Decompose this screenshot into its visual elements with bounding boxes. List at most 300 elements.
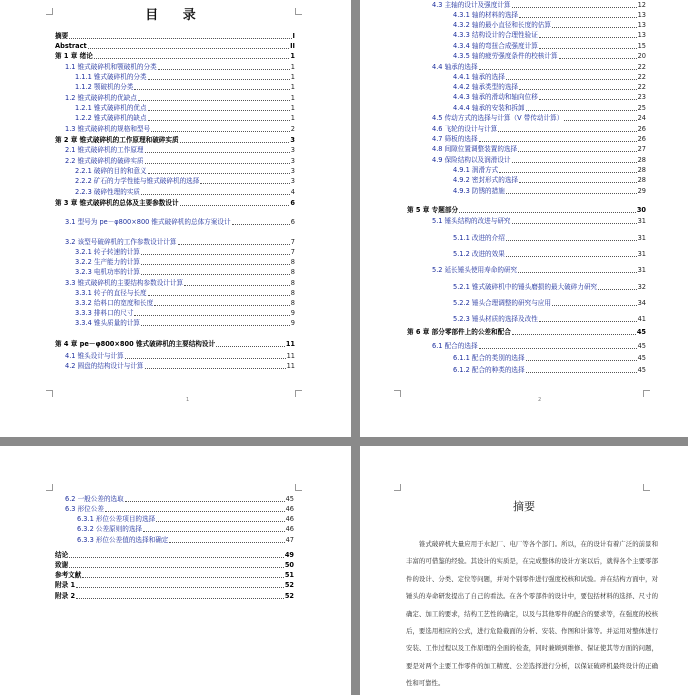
toc-leader-dots <box>148 295 290 296</box>
toc-entry[interactable] <box>65 280 295 287</box>
toc-entry-label: 4.3.1 轴的材料的选择 <box>453 11 519 19</box>
toc-entry-label: 6.3 形位公差 <box>65 505 104 513</box>
toc-entry[interactable] <box>65 64 295 71</box>
toc-entry-label: 2.2.2 矿石的力学性能与锥式破碎机的选择 <box>75 177 200 185</box>
toc-leader-dots <box>598 289 636 290</box>
toc-entry[interactable] <box>77 537 294 544</box>
toc-entry-page: 34 <box>637 299 646 307</box>
toc-entry-label: 附录 2 <box>55 592 76 600</box>
crop-mark <box>46 390 53 397</box>
toc-leader-dots <box>479 69 637 70</box>
toc-entry[interactable] <box>432 126 646 133</box>
toc-entry[interactable] <box>453 300 646 307</box>
toc-leader-dots <box>539 99 637 100</box>
abstract-body: 锥式破碎机大量应用于水泥厂、电厂等各个部门。所以，在的设计有着广泛的前景和丰富的可借鉴的经验。其设计的实质是，在完成整体的设计方案以后，就得各个主要零部件的设计、分类、定位等问题，并对个别零件进行强度校核和试验。并在结构方面中，对锤头的寿命研发提出了自己的看法。在各个零部件的设计中，要包括材料的选择、尺寸的确定、加工的要求，结构工艺性的确定，以及与其他零件的配合的要求等，在强度的校核后，要选用相应的公式，进行危险截面的分析、安装、作图和计算等。并运用对整体进行安装、工作过程以及工作原理的全面的检查，同时兼顾到维修、保证使其等方面的问题，要是对两个主要工作零件的加工精度、公差选择进行分析，以保证破碎机最终设计的正确性和可靠性。 <box>406 540 658 688</box>
toc-entry[interactable] <box>453 355 646 362</box>
toc-leader-dots <box>479 141 637 142</box>
toc-entry-label: 5.2.3 锤头材质的选择及改性 <box>453 315 538 323</box>
toc-leader-dots <box>88 48 289 49</box>
toc-entry[interactable] <box>55 593 294 600</box>
toc-entry-label: 4.9.2 密封形式的选择 <box>453 176 519 184</box>
toc-entry-page: 3 <box>290 136 295 144</box>
toc-entry-page: 45 <box>636 328 646 336</box>
crop-mark <box>394 390 401 397</box>
toc-leader-dots <box>519 89 637 90</box>
toc-entry-page: 11 <box>285 340 295 348</box>
toc-entry-label: 4.4.2 轴承类型的选择 <box>453 83 519 91</box>
toc-leader-dots <box>148 120 290 121</box>
toc-leader-dots <box>180 142 290 143</box>
toc-entry-label: 1.1.1 锥式破碎机的分类 <box>75 73 147 81</box>
toc-leader-dots <box>479 348 637 349</box>
toc-leader-dots <box>232 224 290 225</box>
toc-entry[interactable] <box>55 552 294 559</box>
toc-entry-page: 22 <box>637 83 646 91</box>
toc-entry-page: 11 <box>286 352 295 360</box>
toc-entry[interactable] <box>65 496 294 503</box>
toc-leader-dots <box>138 100 290 101</box>
toc-entry-page: 45 <box>637 366 646 374</box>
toc-entry[interactable] <box>55 43 295 50</box>
toc-entry[interactable] <box>75 115 295 122</box>
crop-mark <box>295 8 302 15</box>
toc-leader-dots <box>154 305 290 306</box>
toc-leader-dots <box>512 223 637 224</box>
toc-entry-label: 6.1.1 配合的类别的选择 <box>453 354 525 362</box>
toc-entry-label: 2.1 锥式破碎机的工作原理 <box>65 146 144 154</box>
toc-entry[interactable] <box>453 235 646 242</box>
toc-entry-page: 26 <box>637 135 646 143</box>
toc-leader-dots <box>169 542 284 543</box>
toc-entry-page: 12 <box>637 1 646 9</box>
toc-entry-page: 51 <box>284 571 294 579</box>
toc-entry-page: 46 <box>285 525 294 533</box>
toc-entry-label: Abstract <box>55 42 87 50</box>
toc-entry-label: 参考文献 <box>55 571 82 579</box>
toc-entry[interactable] <box>77 526 294 533</box>
toc-entry-label: 4.9.1 润滑方式 <box>453 166 499 174</box>
crop-mark <box>643 484 650 491</box>
toc-entry[interactable] <box>75 105 295 112</box>
toc-entry[interactable] <box>55 582 294 589</box>
toc-entry-label: 3.1 型号为 pe－φ800×800 锥式破碎机的总体方案设计 <box>65 218 231 226</box>
toc-entry[interactable] <box>77 516 294 523</box>
toc-entry-page: 46 <box>285 505 294 513</box>
toc-entry-label: 2.2 锥式破碎机的破碎实质 <box>65 157 144 165</box>
toc-leader-dots <box>526 110 637 111</box>
toc-leader-dots <box>156 521 284 522</box>
toc-leader-dots <box>216 346 285 347</box>
toc-entry-label: 摘要 <box>55 32 69 40</box>
toc-entry[interactable] <box>65 239 295 246</box>
toc-entry[interactable] <box>432 218 646 225</box>
toc-entry[interactable] <box>432 146 646 153</box>
toc-entry[interactable] <box>453 22 646 29</box>
toc-leader-dots <box>69 557 284 558</box>
toc-entry-page: 1 <box>290 52 295 60</box>
toc-entry-page: 41 <box>637 315 646 323</box>
toc-entry[interactable] <box>75 189 295 196</box>
toc-entry-label: 4.4.4 轴承的安装和拆卸 <box>453 104 525 112</box>
toc-entry-page: 13 <box>637 31 646 39</box>
toc-entry[interactable] <box>453 177 646 184</box>
toc-entry-label: 致谢 <box>55 561 69 569</box>
toc-entry[interactable] <box>65 126 295 133</box>
toc-entry[interactable] <box>432 115 646 122</box>
toc-entry-label: 4.7 筛板的选择 <box>432 135 478 143</box>
toc-entry-page: 4 <box>290 188 295 196</box>
toc-entry[interactable] <box>55 137 295 144</box>
toc-entry-page: 30 <box>636 206 646 214</box>
toc-entry-page: 45 <box>637 354 646 362</box>
toc-leader-dots <box>76 598 284 599</box>
crop-mark <box>643 390 650 397</box>
toc-entry-label: 4.6 飞轮的设计与计算 <box>432 125 498 133</box>
toc-entry[interactable] <box>75 168 295 175</box>
toc-entry-label: 3.2.1 转子转速的计算 <box>75 248 141 256</box>
toc-entry-page: 45 <box>285 495 294 503</box>
toc-entry-label: 4.4 轴承的选择 <box>432 63 478 71</box>
toc-entry[interactable] <box>432 64 646 71</box>
toc-leader-dots <box>125 501 285 502</box>
toc-entry-label: 3.2.3 电机功率的计算 <box>75 268 141 276</box>
toc-entry-page: 3 <box>290 177 295 185</box>
toc-entry-page: 6 <box>290 218 295 226</box>
toc-entry-page: 31 <box>637 217 646 225</box>
toc-entry[interactable] <box>75 300 295 307</box>
toc-entry-label: 4.3.4 轴的弯扭合成强度计算 <box>453 42 538 50</box>
toc-leader-dots <box>506 193 637 194</box>
toc-entry-label: 第 4 章 pe－φ800×800 锥式破碎机的主要结构设计 <box>55 340 216 348</box>
toc-leader-dots <box>506 256 637 257</box>
toc-entry-label: 3.3 锥式破碎机的主要结构参数设计计算 <box>65 279 184 287</box>
toc-entry[interactable] <box>65 219 295 226</box>
toc-leader-dots <box>148 79 290 80</box>
toc-entry-label: 6.3.3 形位公差值的选择和确定 <box>77 536 169 544</box>
toc-entry-label: 5.1.1 改进的介绍 <box>453 234 505 242</box>
toc-entry[interactable] <box>75 310 295 317</box>
toc-leader-dots <box>145 163 290 164</box>
toc-leader-dots <box>94 58 290 59</box>
toc-entry-label: 1.1 锥式破碎机和颚破机的分类 <box>65 63 157 71</box>
toc-leader-dots <box>141 194 290 195</box>
crop-mark <box>46 8 53 15</box>
toc-entry-label: 5.1 锤头结构的改进与研究 <box>432 217 511 225</box>
crop-mark <box>394 484 401 491</box>
toc-entry-page: 22 <box>637 63 646 71</box>
toc-entry-page: 45 <box>637 342 646 350</box>
toc-entry-page: 8 <box>290 289 295 297</box>
toc-entry-page: 2 <box>290 125 295 133</box>
toc-entry-page: 52 <box>284 581 294 589</box>
toc-entry[interactable] <box>55 53 295 60</box>
toc-entry-label: 4.8 间隙位置调整装置的选择 <box>432 145 518 153</box>
toc-entry-label: 附录 1 <box>55 581 76 589</box>
toc-entry-label: 3.3.4 锥头质量的计算 <box>75 319 141 327</box>
toc-entry-page: 20 <box>637 52 646 60</box>
toc-leader-dots <box>200 183 289 184</box>
toc-entry[interactable] <box>453 284 646 291</box>
toc-entry-label: 5.1.2 改进的效果 <box>453 250 505 258</box>
toc-leader-dots <box>512 334 636 335</box>
toc-entry[interactable] <box>453 188 646 195</box>
toc-leader-dots <box>141 264 290 265</box>
toc-entry-page: 28 <box>637 166 646 174</box>
toc-entry[interactable] <box>453 316 646 323</box>
toc-entry-label: 3.3.2 给料口的宽度和长度 <box>75 299 154 307</box>
toc-entry-page: 31 <box>637 266 646 274</box>
toc-entry-label: 6.3.2 公差原则的选择 <box>77 525 143 533</box>
toc-entry-label: 6.2 一般公差的选取 <box>65 495 124 503</box>
toc-entry-label: 1.2.2 锥式破碎机的缺点 <box>75 114 147 122</box>
toc-entry-page: 11 <box>286 362 295 370</box>
toc-entry-label: 第 3 章 锥式破碎机的总体及主要参数设计 <box>55 199 179 207</box>
toc-entry[interactable] <box>75 249 295 256</box>
toc-entry-page: 31 <box>637 250 646 258</box>
toc-leader-dots <box>141 325 290 326</box>
toc-leader-dots <box>158 69 290 70</box>
toc-leader-dots <box>180 205 290 206</box>
toc-entry-label: 3.3.1 转子的直径与长度 <box>75 289 147 297</box>
toc-leader-dots <box>559 58 637 59</box>
toc-entry-page: 27 <box>637 145 646 153</box>
toc-entry-page: 8 <box>290 299 295 307</box>
toc-leader-dots <box>552 305 637 306</box>
toc-entry-page: 15 <box>637 42 646 50</box>
toc-leader-dots <box>552 27 637 28</box>
toc-entry[interactable] <box>453 74 646 81</box>
toc-entry[interactable] <box>432 343 646 350</box>
toc-entry-label: 4.5 传动方式的选择与计算（V 带传动计算） <box>432 114 564 122</box>
toc-entry[interactable] <box>65 158 295 165</box>
toc-leader-dots <box>498 131 636 132</box>
toc-entry[interactable] <box>75 84 295 91</box>
toc-entry-page: 49 <box>284 551 294 559</box>
toc-entry-label: 6.1.2 配合的种类的选择 <box>453 366 525 374</box>
toc-entry-page: 47 <box>285 536 294 544</box>
toc-entry-page: 8 <box>290 258 295 266</box>
toc-leader-dots <box>184 285 290 286</box>
toc-entry-label: 1.2.1 锥式破碎机的优点 <box>75 104 147 112</box>
toc-entry[interactable] <box>65 506 294 513</box>
abstract-page <box>360 446 688 695</box>
toc-entry-label: 4.3.5 轴的疲劳强度条件的校核计算 <box>453 52 558 60</box>
crop-mark <box>295 390 302 397</box>
toc-entry-page: 9 <box>290 309 295 317</box>
toc-leader-dots <box>69 567 284 568</box>
toc-leader-dots <box>506 240 637 241</box>
toc-leader-dots <box>512 7 637 8</box>
toc-entry-label: 4.3.3 结构设计的合理性验证 <box>453 31 538 39</box>
toc-entry[interactable] <box>75 269 295 276</box>
toc-entry-page: 32 <box>637 283 646 291</box>
toc-leader-dots <box>143 531 285 532</box>
toc-entry[interactable] <box>55 341 295 348</box>
toc-entry-label: 4.2 圆盘的结构设计与计算 <box>65 362 144 370</box>
toc-entry-page: I <box>292 32 295 40</box>
toc-page-1 <box>0 0 351 437</box>
toc-entry-page: 31 <box>637 234 646 242</box>
toc-entry-label: 4.9 保险结构以及润滑设计 <box>432 156 511 164</box>
toc-leader-dots <box>518 272 636 273</box>
toc-entry[interactable] <box>453 12 646 19</box>
toc-entry[interactable] <box>453 43 646 50</box>
toc-entry-page: 28 <box>637 156 646 164</box>
toc-entry-page: 13 <box>637 21 646 29</box>
toc-entry[interactable] <box>65 353 295 360</box>
toc-entry[interactable] <box>75 320 295 327</box>
toc-leader-dots <box>526 372 637 373</box>
toc-entry-page: 6 <box>290 199 295 207</box>
toc-entry[interactable] <box>453 32 646 39</box>
toc-entry-page: 1 <box>290 83 295 91</box>
toc-leader-dots <box>459 212 636 213</box>
toc-entry-page: 50 <box>284 561 294 569</box>
toc-leader-dots <box>125 358 286 359</box>
toc-entry-page: 29 <box>637 187 646 195</box>
toc-entry-label: 3.3.3 排料口的尺寸 <box>75 309 134 317</box>
toc-entry-page: 9 <box>290 319 295 327</box>
toc-entry[interactable] <box>432 2 646 9</box>
toc-entry-page: 7 <box>290 238 295 246</box>
toc-entry-label: 结论 <box>55 551 69 559</box>
toc-entry-label: 4.4.3 轴承的滑动和轴向位移 <box>453 93 538 101</box>
toc-leader-dots <box>499 172 636 173</box>
crop-mark <box>46 484 53 491</box>
toc-entry-page: 3 <box>290 146 295 154</box>
toc-entry-label: 第 6 章 部分零部件上的公差和配合 <box>407 328 511 336</box>
toc-leader-dots <box>134 89 289 90</box>
toc-entry-page: 1 <box>290 63 295 71</box>
toc-entry-page: 3 <box>290 167 295 175</box>
toc-entry[interactable] <box>75 178 295 185</box>
toc-leader-dots <box>539 37 637 38</box>
toc-entry-label: 3.2.2 生产能力的计算 <box>75 258 141 266</box>
toc-entry-label: 1.1.2 颚破机的分类 <box>75 83 134 91</box>
toc-entry-page: II <box>290 42 295 50</box>
toc-leader-dots <box>151 131 290 132</box>
toc-entry-page: 13 <box>637 11 646 19</box>
toc-entry-label: 第 2 章 锥式破碎机的工作原理和破碎实质 <box>55 136 179 144</box>
abstract-title: 摘要 <box>513 500 535 513</box>
toc-entry[interactable] <box>75 74 295 81</box>
toc-entry-page: 1 <box>290 104 295 112</box>
toc-entry[interactable] <box>453 251 646 258</box>
toc-leader-dots <box>506 79 637 80</box>
toc-entry-label: 6.3.1 形位公差项目的选择 <box>77 515 156 523</box>
toc-entry-page: 8 <box>290 279 295 287</box>
toc-entry-label: 5.2.1 锥式破碎机中的锤头磨损的最大破碎力研究 <box>453 283 598 291</box>
toc-leader-dots <box>148 110 290 111</box>
toc-leader-dots <box>69 38 291 39</box>
toc-entry-label: 5.2 延长锤头使用寿命的研究 <box>432 266 518 274</box>
toc-entry[interactable] <box>55 572 294 579</box>
toc-entry[interactable] <box>432 136 646 143</box>
toc-leader-dots <box>178 244 290 245</box>
toc-entry[interactable] <box>453 53 646 60</box>
toc-entry[interactable] <box>75 290 295 297</box>
toc-entry[interactable] <box>55 562 294 569</box>
toc-entry-label: 第 1 章 绪论 <box>55 52 93 60</box>
toc-page-2 <box>360 0 688 437</box>
toc-entry-page: 26 <box>637 125 646 133</box>
toc-entry[interactable] <box>55 33 295 40</box>
toc-leader-dots <box>148 173 290 174</box>
toc-entry-label: 1.2 锥式破碎机的优缺点 <box>65 94 137 102</box>
toc-leader-dots <box>145 152 290 153</box>
toc-entry-page: 23 <box>637 93 646 101</box>
toc-title: 目 录 <box>145 8 206 23</box>
toc-leader-dots <box>519 182 637 183</box>
toc-entry-page: 24 <box>637 114 646 122</box>
toc-entry[interactable] <box>65 95 295 102</box>
toc-entry-label: 4.3 主轴的设计及强度计算 <box>432 1 511 9</box>
toc-entry-page: 22 <box>637 73 646 81</box>
toc-leader-dots <box>512 162 637 163</box>
toc-entry-label: 5.2.2 锤头合理调整的研究与应用 <box>453 299 551 307</box>
toc-entry-label: 3.2 该型号破碎机的工作参数设计计算 <box>65 238 177 246</box>
toc-entry[interactable] <box>55 200 295 207</box>
toc-entry-label: 4.9.3 防锈的措施 <box>453 187 505 195</box>
toc-leader-dots <box>564 120 636 121</box>
toc-entry[interactable] <box>65 363 295 370</box>
toc-entry[interactable] <box>453 367 646 374</box>
page-number: 1 <box>186 397 190 403</box>
toc-entry-page: 46 <box>285 515 294 523</box>
toc-entry[interactable] <box>407 329 646 336</box>
toc-entry-label: 1.3 锥式破碎机的规格和型号 <box>65 125 151 133</box>
toc-entry-page: 8 <box>290 268 295 276</box>
toc-entry-page: 1 <box>290 114 295 122</box>
toc-leader-dots <box>539 321 637 322</box>
toc-entry-label: 4.1 锥头设计与计算 <box>65 352 124 360</box>
toc-entry-page: 1 <box>290 94 295 102</box>
toc-leader-dots <box>141 274 290 275</box>
toc-entry[interactable] <box>453 167 646 174</box>
toc-entry-label: 4.3.2 轴的最小直径和长度的估算 <box>453 21 551 29</box>
toc-entry[interactable] <box>453 105 646 112</box>
toc-entry-page: 1 <box>290 73 295 81</box>
toc-leader-dots <box>82 577 283 578</box>
crop-mark <box>295 484 302 491</box>
toc-entry-label: 2.2.3 破碎性理的实质 <box>75 188 141 196</box>
toc-leader-dots <box>76 587 284 588</box>
toc-entry-page: 52 <box>284 592 294 600</box>
toc-entry[interactable] <box>65 147 295 154</box>
toc-entry[interactable] <box>75 259 295 266</box>
page-number: 2 <box>538 397 542 403</box>
toc-entry[interactable] <box>453 94 646 101</box>
toc-entry[interactable] <box>407 207 646 214</box>
toc-leader-dots <box>145 368 286 369</box>
toc-entry-page: 28 <box>637 176 646 184</box>
toc-entry-page: 3 <box>290 157 295 165</box>
toc-entry[interactable] <box>432 157 646 164</box>
toc-leader-dots <box>105 511 285 512</box>
toc-entry-label: 6.1 配合的选择 <box>432 342 478 350</box>
toc-leader-dots <box>134 315 289 316</box>
toc-entry-page: 7 <box>290 248 295 256</box>
toc-entry[interactable] <box>453 84 646 91</box>
toc-entry-label: 第 5 章 专题部分 <box>407 206 459 214</box>
toc-entry[interactable] <box>432 267 646 274</box>
toc-leader-dots <box>519 17 637 18</box>
toc-leader-dots <box>141 254 290 255</box>
toc-entry-page: 25 <box>637 104 646 112</box>
toc-leader-dots <box>518 151 636 152</box>
toc-entry-label: 2.2.1 破碎的目的和意义 <box>75 167 147 175</box>
toc-leader-dots <box>539 48 637 49</box>
